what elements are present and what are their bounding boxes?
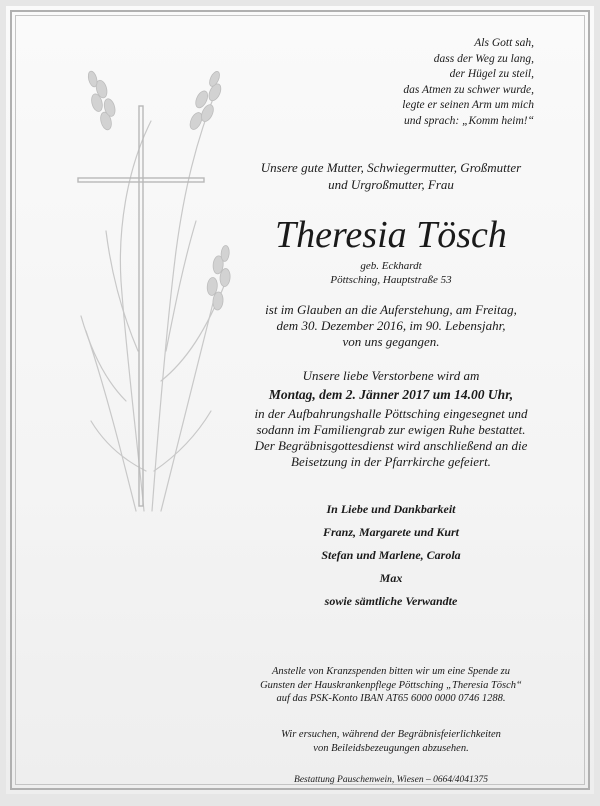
intro-line: und Urgroßmutter, Frau	[328, 177, 454, 192]
poem-line: legte er seinen Arm um mich	[402, 99, 534, 111]
funeral-lead: Unsere liebe Verstorbene wird am	[302, 368, 480, 383]
poem-line: der Hügel zu steil,	[449, 68, 534, 80]
address: Pöttsching, Hauptstraße 53	[330, 274, 452, 286]
deceased-details	[241, 259, 541, 287]
intro-text	[241, 159, 541, 193]
donation-line: auf das PSK-Konto IBAN AT65 6000 0000 0746 1288.	[276, 693, 506, 704]
wheat-stalk	[152, 91, 216, 511]
obituary-page	[6, 6, 594, 794]
wheat-ear-right	[205, 244, 233, 311]
funeral-line: in der Aufbahrungshalle Pöttsching eingesegnet und	[254, 406, 528, 421]
mourner-line: Max	[379, 571, 403, 585]
death-line: dem 30. Dezember 2016, im 90. Lebensjahr,	[276, 318, 506, 333]
wheat-ear-left	[84, 68, 120, 132]
poem	[402, 36, 534, 129]
death-line: von uns gegangen.	[342, 334, 440, 349]
death-line: ist im Glauben an die Auferstehung, am Freitag,	[265, 302, 517, 317]
poem-line: und sprach: „Komm heim!“	[403, 114, 534, 127]
donation-request	[221, 665, 561, 706]
request-line: Wir ersuchen, während der Begräbnisfeierlichkeiten	[281, 729, 501, 740]
death-notice	[211, 302, 571, 350]
funeral-home-footer: Bestattung Pauschenwein, Wiesen – 0664/4041375	[294, 775, 488, 785]
donation-line: Gunsten der Hauskrankenpflege Pöttsching „Theresia Tösch“	[260, 679, 522, 691]
funeral-date: Montag, dem 2. Jänner 2017 um 14.00 Uhr,	[268, 387, 514, 402]
funeral-line: sodann im Familiengrab zur ewigen Ruhe bestattet.	[256, 422, 526, 437]
donation-line: Anstelle von Kranzspenden bitten wir um eine Spende zu	[272, 666, 510, 677]
funeral-info	[221, 368, 561, 470]
request-line: von Beileidsbezeugungen abzusehen.	[313, 742, 469, 754]
condolence-request	[221, 728, 561, 755]
wheat-ear-top	[184, 68, 230, 134]
deceased-name: Theresia Tösch	[275, 214, 507, 256]
funeral-line: Beisetzung in der Pfarrkirche gefeiert.	[291, 454, 491, 469]
mourner-line: Stefan und Marlene, Carola	[321, 548, 461, 562]
cross-horizontal	[78, 178, 204, 182]
mourner-line: sowie sämtliche Verwandte	[324, 594, 458, 608]
wheat-stalk	[161, 291, 216, 511]
mourner-line: In Liebe und Dankbarkeit	[326, 502, 456, 516]
wheat-leaf	[166, 221, 196, 351]
poem-line: das Atmen zu schwer wurde,	[403, 83, 534, 96]
mourners	[241, 499, 541, 614]
cross-vertical	[139, 106, 143, 506]
mourner-line: Franz, Margarete und Kurt	[322, 525, 460, 539]
wheat-leaf	[154, 411, 211, 471]
funeral-line: Der Begräbnisgottesdienst wird anschließend an die	[254, 438, 528, 453]
intro-line: Unsere gute Mutter, Schwiegermutter, Großmutter	[260, 160, 522, 175]
poem-line: Als Gott sah,	[474, 37, 534, 49]
poem-line: dass der Weg zu lang,	[433, 52, 534, 65]
birth-name: geb. Eckhardt	[360, 260, 422, 272]
